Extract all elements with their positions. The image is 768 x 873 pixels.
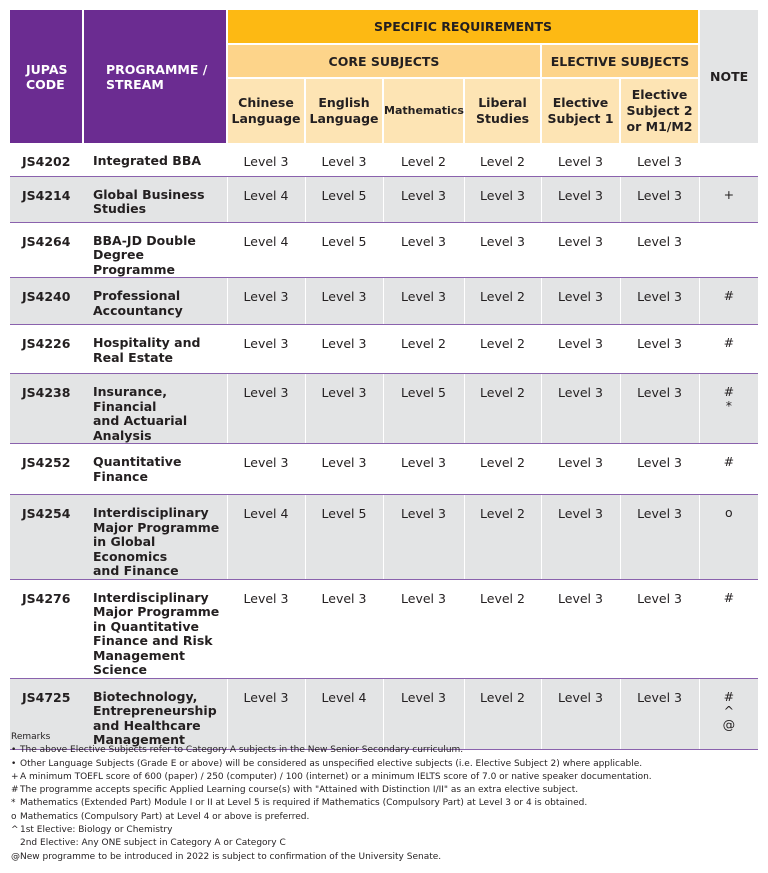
programme-cell	[83, 325, 227, 374]
elective-subjects-header: ELECTIVE SUBJECTS	[541, 44, 699, 78]
programme-line: Degree Programme	[93, 247, 175, 277]
level-cell-elective-1: Level 3	[541, 678, 620, 749]
level-cell-mathematics: Level 5	[383, 374, 464, 444]
remark-text: New programme to be introduced in 2022 is subject to confirmation of the University Senate.	[20, 851, 442, 862]
programme-line: Integrated BBA	[93, 153, 202, 168]
level-cell-elective-1: Level 3	[541, 374, 620, 444]
level-cell-english: Level 3	[305, 374, 383, 444]
programme-line: Major Programme	[93, 604, 220, 619]
remark-symbol: *	[11, 798, 16, 809]
subject-header-chinese: Chinese Language	[227, 78, 305, 143]
level-cell-elective-2: Level 3	[620, 278, 699, 325]
level-cell-mathematics: Level 3	[383, 278, 464, 325]
level-cell-liberal-studies: Level 3	[464, 176, 541, 222]
programme-cell	[83, 495, 227, 580]
remark-line	[11, 758, 761, 771]
level-cell-english: Level 4	[305, 678, 383, 749]
remark-text: The above Elective Subjects refer to Category A subjects in the New Senior Secondary curriculum.	[20, 745, 464, 756]
remark-text: A minimum TOEFL score of 600 (paper) / 250 (computer) / 100 (internet) or a minimum IELTS score of 7.0 or native speaker documentation.	[20, 771, 652, 782]
note-symbol: #	[723, 288, 735, 303]
remark-symbol: •	[11, 745, 17, 756]
programme-line: Management Science	[93, 647, 186, 677]
programme-line: and Healthcare	[93, 717, 201, 733]
table-row	[10, 278, 758, 325]
note-symbol: o	[724, 505, 733, 520]
programme-line: Real Estate	[93, 349, 174, 365]
level-cell-mathematics: Level 3	[383, 678, 464, 749]
programme-line: Management	[93, 732, 186, 747]
programme-line: Hospitality and	[93, 335, 201, 350]
level-cell-english: Level 3	[305, 444, 383, 495]
note-symbol: #	[723, 384, 735, 399]
programme-line: Global Business	[93, 186, 205, 202]
level-cell-mathematics: Level 3	[383, 222, 464, 278]
note-header: NOTE	[699, 10, 758, 143]
table-body	[10, 143, 758, 749]
level-cell-mathematics: Level 2	[383, 325, 464, 374]
remark-text: 1st Elective: Biology or Chemistry	[20, 825, 173, 836]
remarks	[11, 731, 761, 864]
level-cell-liberal-studies: Level 2	[464, 495, 541, 580]
level-cell-elective-2: Level 3	[620, 176, 699, 222]
level-cell-elective-1: Level 3	[541, 444, 620, 495]
level-cell-elective-1: Level 3	[541, 278, 620, 325]
remark-line	[11, 824, 761, 837]
table-row	[10, 374, 758, 444]
level-cell-mathematics: Level 2	[383, 143, 464, 176]
level-cell-elective-1: Level 3	[541, 325, 620, 374]
programme-cell	[83, 374, 227, 444]
remark-text: Mathematics (Compulsory Part) at Level 4 or above is preferred.	[20, 811, 310, 822]
programme-cell	[83, 143, 227, 176]
programme-cell	[83, 222, 227, 278]
table-row	[10, 495, 758, 580]
subject-header-elective-2: Elective Subject 2 or M1/M2	[620, 78, 699, 143]
level-cell-liberal-studies: Level 2	[464, 278, 541, 325]
level-cell-english: Level 5	[305, 222, 383, 278]
remark-text: Other Language Subjects (Grade E or above) will be considered as unspecified elective subjects (i.e. Elective Subject 2) where applicable.	[20, 758, 643, 769]
core-subjects-header: CORE SUBJECTS	[227, 44, 541, 78]
level-cell-chinese: Level 4	[227, 495, 305, 580]
level-cell-elective-1: Level 3	[541, 143, 620, 176]
note-symbol: #	[723, 688, 735, 704]
programme-line: Major Programme	[93, 519, 220, 535]
programme-line: BBA-JD Double	[93, 232, 196, 248]
jupas-code-cell: JS4725	[10, 678, 83, 749]
subject-header-mathematics: Mathematics	[383, 78, 464, 143]
level-cell-chinese: Level 3	[227, 325, 305, 374]
programme-cell	[83, 176, 227, 222]
level-cell-liberal-studies: Level 2	[464, 444, 541, 495]
remark-symbol: +	[11, 771, 19, 782]
level-cell-mathematics: Level 3	[383, 444, 464, 495]
programme-line: Professional	[93, 288, 181, 303]
level-cell-elective-2: Level 3	[620, 678, 699, 749]
level-cell-liberal-studies: Level 3	[464, 222, 541, 278]
subject-header-elective-1: Elective Subject 1	[541, 78, 620, 143]
remark-text: Mathematics (Extended Part) Module I or II at Level 5 is required if Mathematics (Compulsory Part) at Level 3 or 4 is obtained.	[20, 798, 588, 809]
table-row	[10, 176, 758, 222]
level-cell-elective-2: Level 3	[620, 374, 699, 444]
programme-line: Biotechnology,	[93, 688, 198, 704]
subject-header-english: English Language	[305, 78, 383, 143]
level-cell-elective-1: Level 3	[541, 579, 620, 678]
level-cell-mathematics: Level 3	[383, 495, 464, 580]
remark-line	[11, 797, 761, 810]
remark-symbol: ^	[11, 825, 19, 836]
note-symbol: @	[722, 716, 736, 732]
note-cell	[699, 176, 758, 222]
level-cell-elective-2: Level 3	[620, 495, 699, 580]
remark-symbol: o	[11, 811, 17, 822]
level-cell-mathematics: Level 3	[383, 176, 464, 222]
programme-line: Finance and Risk	[93, 633, 213, 648]
jupas-code-cell: JS4252	[10, 444, 83, 495]
note-cell	[699, 222, 758, 278]
level-cell-english: Level 3	[305, 579, 383, 678]
remark-line	[11, 837, 761, 850]
table-row	[10, 325, 758, 374]
remark-line	[11, 771, 761, 784]
note-symbol: #	[723, 335, 735, 350]
programme-cell	[83, 579, 227, 678]
note-cell	[699, 278, 758, 325]
programme-cell	[83, 278, 227, 325]
remarks-title: Remarks	[11, 732, 51, 742]
programme-line: Accountancy	[93, 302, 183, 318]
level-cell-elective-2: Level 3	[620, 325, 699, 374]
level-cell-liberal-studies: Level 2	[464, 579, 541, 678]
programme-line: Interdisciplinary	[93, 589, 209, 605]
level-cell-english: Level 3	[305, 143, 383, 176]
programme-line: Interdisciplinary	[93, 505, 209, 520]
jupas-code-cell: JS4276	[10, 579, 83, 678]
jupas-code-cell: JS4202	[10, 143, 83, 176]
note-symbol: #	[723, 454, 735, 469]
remark-symbol: @	[11, 851, 20, 862]
jupas-code-cell: JS4238	[10, 374, 83, 444]
remark-text: 2nd Elective: Any ONE subject in Category A or Category C	[20, 838, 286, 849]
note-symbol: #	[723, 589, 735, 605]
table-row	[10, 579, 758, 678]
level-cell-chinese: Level 3	[227, 678, 305, 749]
jupas-code-cell: JS4226	[10, 325, 83, 374]
programme-line: Studies	[93, 201, 147, 216]
programme-line: Entrepreneurship	[93, 703, 217, 718]
level-cell-elective-2: Level 3	[620, 579, 699, 678]
remarks-list	[11, 744, 761, 864]
remark-symbol: #	[11, 785, 19, 796]
level-cell-elective-1: Level 3	[541, 495, 620, 580]
specific-requirements-header: SPECIFIC REQUIREMENTS	[227, 10, 699, 44]
programme-line: in Global Economics	[93, 534, 168, 564]
programme-line: and Finance	[93, 563, 179, 578]
note-cell	[699, 374, 758, 444]
level-cell-chinese: Level 3	[227, 374, 305, 444]
level-cell-elective-2: Level 3	[620, 143, 699, 176]
note-symbol: ^	[723, 702, 735, 718]
level-cell-english: Level 5	[305, 495, 383, 580]
note-cell	[699, 325, 758, 374]
level-cell-elective-2: Level 3	[620, 444, 699, 495]
level-cell-chinese: Level 3	[227, 579, 305, 678]
requirements-table	[10, 10, 758, 750]
level-cell-chinese: Level 3	[227, 444, 305, 495]
programme-line: and Actuarial	[93, 413, 188, 428]
jupas-code-cell: JS4240	[10, 278, 83, 325]
remark-symbol: •	[11, 758, 17, 769]
level-cell-chinese: Level 4	[227, 222, 305, 278]
jupas-code-cell: JS4214	[10, 176, 83, 222]
level-cell-english: Level 3	[305, 325, 383, 374]
programme-line: Analysis	[93, 427, 152, 443]
remark-line	[11, 784, 761, 797]
level-cell-liberal-studies: Level 2	[464, 374, 541, 444]
remark-line	[11, 851, 761, 864]
note-cell	[699, 495, 758, 580]
table-row	[10, 143, 758, 176]
programme-line: Insurance, Financial	[93, 384, 168, 414]
programme-line: Quantitative	[93, 454, 182, 469]
jupas-code-header: JUPAS CODE	[10, 10, 83, 143]
level-cell-chinese: Level 3	[227, 278, 305, 325]
table-header	[10, 10, 758, 143]
jupas-code-cell: JS4254	[10, 495, 83, 580]
level-cell-english: Level 5	[305, 176, 383, 222]
note-cell	[699, 143, 758, 176]
note-cell	[699, 579, 758, 678]
level-cell-elective-2: Level 3	[620, 222, 699, 278]
remark-text: The programme accepts specific Applied Learning course(s) with "Attained with Distinction I/II" as an extra elective subject.	[20, 785, 579, 796]
level-cell-chinese: Level 4	[227, 176, 305, 222]
jupas-code-cell: JS4264	[10, 222, 83, 278]
programme-header: PROGRAMME / STREAM	[83, 10, 227, 143]
level-cell-liberal-studies: Level 2	[464, 678, 541, 749]
note-cell	[699, 444, 758, 495]
programme-cell	[83, 444, 227, 495]
level-cell-chinese: Level 3	[227, 143, 305, 176]
level-cell-liberal-studies: Level 2	[464, 325, 541, 374]
programme-line: in Quantitative	[93, 618, 199, 634]
note-symbol: +	[723, 186, 735, 202]
level-cell-english: Level 3	[305, 278, 383, 325]
table-row	[10, 444, 758, 495]
programme-line: Finance	[93, 468, 148, 484]
level-cell-mathematics: Level 3	[383, 579, 464, 678]
level-cell-liberal-studies: Level 2	[464, 143, 541, 176]
subject-header-liberal-studies: Liberal Studies	[464, 78, 541, 143]
remark-line	[11, 811, 761, 824]
level-cell-elective-1: Level 3	[541, 222, 620, 278]
table-row	[10, 222, 758, 278]
remark-line	[11, 744, 761, 757]
note-symbol: *	[725, 398, 732, 413]
level-cell-elective-1: Level 3	[541, 176, 620, 222]
